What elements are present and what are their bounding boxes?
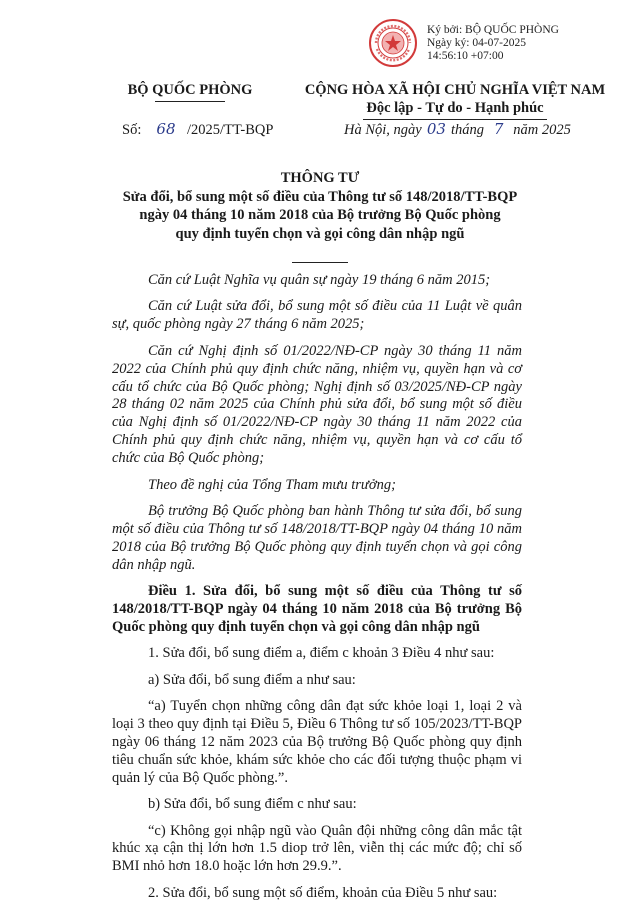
handwritten-number: 68 — [156, 120, 176, 138]
title-line-3: quy định tuyển chọn và gọi công dân nhập ngũ — [175, 225, 465, 242]
place-prefix: Hà Nội, ngày — [344, 122, 422, 138]
article-paragraph: “a) Tuyển chọn những công dân đạt sức khỏe loại 1, loại 2 và loại 3 theo quy định tại Điều 5, Điều 6 Thông tư số 105/2023/TT-BQP ngày 06 tháng 12 năm 2023 của Bộ trưởng Bộ Quốc phòng quy định tiêu chuẩn sức khỏe, khám sức khỏe cho các đối tượng thuộc phạm vi quản lý của Bộ Quốc phòng.”. — [112, 698, 522, 786]
article-paragraph: 2. Sửa đổi, bổ sung một số điểm, khoản của Điều 5 như sau: — [148, 884, 498, 901]
preamble-paragraph: Căn cứ Luật sửa đổi, bổ sung một số điều của 11 Luật về quân sự, quốc phòng ngày 27 tháng 6 năm 2025; — [112, 298, 522, 333]
issuing-ministry: BỘ QUỐC PHÒNG — [127, 82, 253, 98]
title-underline — [292, 262, 348, 263]
place-and-date — [344, 120, 571, 139]
article-paragraph: a) Sửa đổi, bổ sung điểm a như sau: — [148, 671, 356, 688]
sign-date: Ngày ký: 04-07-2025 — [427, 37, 527, 49]
country-name: CỘNG HÒA XÃ HỘI CHỦ NGHĨA VIỆT NAM — [304, 82, 606, 98]
signer-label: Ký bởi: BỘ QUỐC PHÒNG — [427, 24, 559, 36]
article-1-heading: Điều 1. Sửa đổi, bổ sung một số điều của Thông tư số 148/2018/TT-BQP ngày 04 tháng 10 năm 2018 của Bộ trưởng Bộ Quốc phòng quy định tuyển chọn và gọi công dân nhập ngũ — [112, 583, 522, 635]
national-motto: Độc lập - Tự do - Hạnh phúc — [366, 100, 544, 116]
preamble-paragraph: Bộ trưởng Bộ Quốc phòng ban hành Thông tư sửa đổi, bổ sung một số điều của Thông tư số 148/2018/TT-BQP ngày 04 tháng 10 năm 2018 của Bộ trưởng Bộ Quốc phòng quy định tuyển chọn và gọi công dân nhập ngũ. — [112, 502, 522, 573]
article-paragraph: “c) Không gọi nhập ngũ vào Quân đội những công dân mắc tật khúc xạ cận thị lớn hơn 1.5 diop trở lên, viễn thị các mức độ; chỉ số BMI nhỏ hơn 18.0 hoặc lớn hơn 29.9.”. — [112, 822, 522, 875]
document-number — [122, 120, 273, 139]
article-paragraph: 1. Sửa đổi, bổ sung điểm a, điểm c khoản 3 Điều 4 như sau: — [148, 645, 495, 662]
year-label: năm 2025 — [513, 122, 571, 138]
title-line-2: ngày 04 tháng 10 năm 2018 của Bộ trưởng Bộ Quốc phòng — [139, 207, 501, 224]
handwritten-month: 7 — [493, 120, 504, 138]
digital-signature-info — [427, 24, 559, 63]
month-label: tháng — [450, 122, 485, 138]
article-paragraph: b) Sửa đổi, bổ sung điểm c như sau: — [148, 796, 357, 813]
title-line-1: Sửa đổi, bổ sung một số điều của Thông tư số 148/2018/TT-BQP — [122, 189, 518, 205]
document-type: THÔNG TƯ — [280, 170, 360, 186]
ministry-underline — [155, 101, 225, 102]
number-prefix: Số: — [122, 122, 142, 138]
sign-time: 14:56:10 +07:00 — [427, 50, 504, 62]
preamble-paragraph: Theo đề nghị của Tổng Tham mưu trưởng; — [148, 476, 396, 493]
preamble-paragraph: Căn cứ Luật Nghĩa vụ quân sự ngày 19 tháng 6 năm 2015; — [148, 272, 491, 288]
preamble — [112, 272, 522, 575]
document-title — [110, 188, 530, 243]
document-body — [112, 272, 522, 903]
preamble-paragraph: Căn cứ Nghị định số 01/2022/NĐ-CP ngày 30 tháng 11 năm 2022 của Chính phủ quy định chức năng, nhiệm vụ, quyền hạn và cơ cấu tổ chức của Bộ Quốc phòng; Nghị định số 03/2025/NĐ-CP ngày 28 tháng 02 năm 2025 của Chính phủ sửa đổi, bổ sung một số điều của Nghị định số 01/2022/NĐ-CP ngày 30 tháng 11 năm 2022 của Chính phủ quy định chức năng, nhiệm vụ, quyền hạn và cơ cấu tổ chức của Bộ Quốc phòng; — [112, 342, 522, 467]
number-suffix: /2025/TT-BQP — [186, 122, 274, 138]
handwritten-day: 03 — [426, 120, 446, 138]
state-emblem-seal — [368, 18, 418, 68]
